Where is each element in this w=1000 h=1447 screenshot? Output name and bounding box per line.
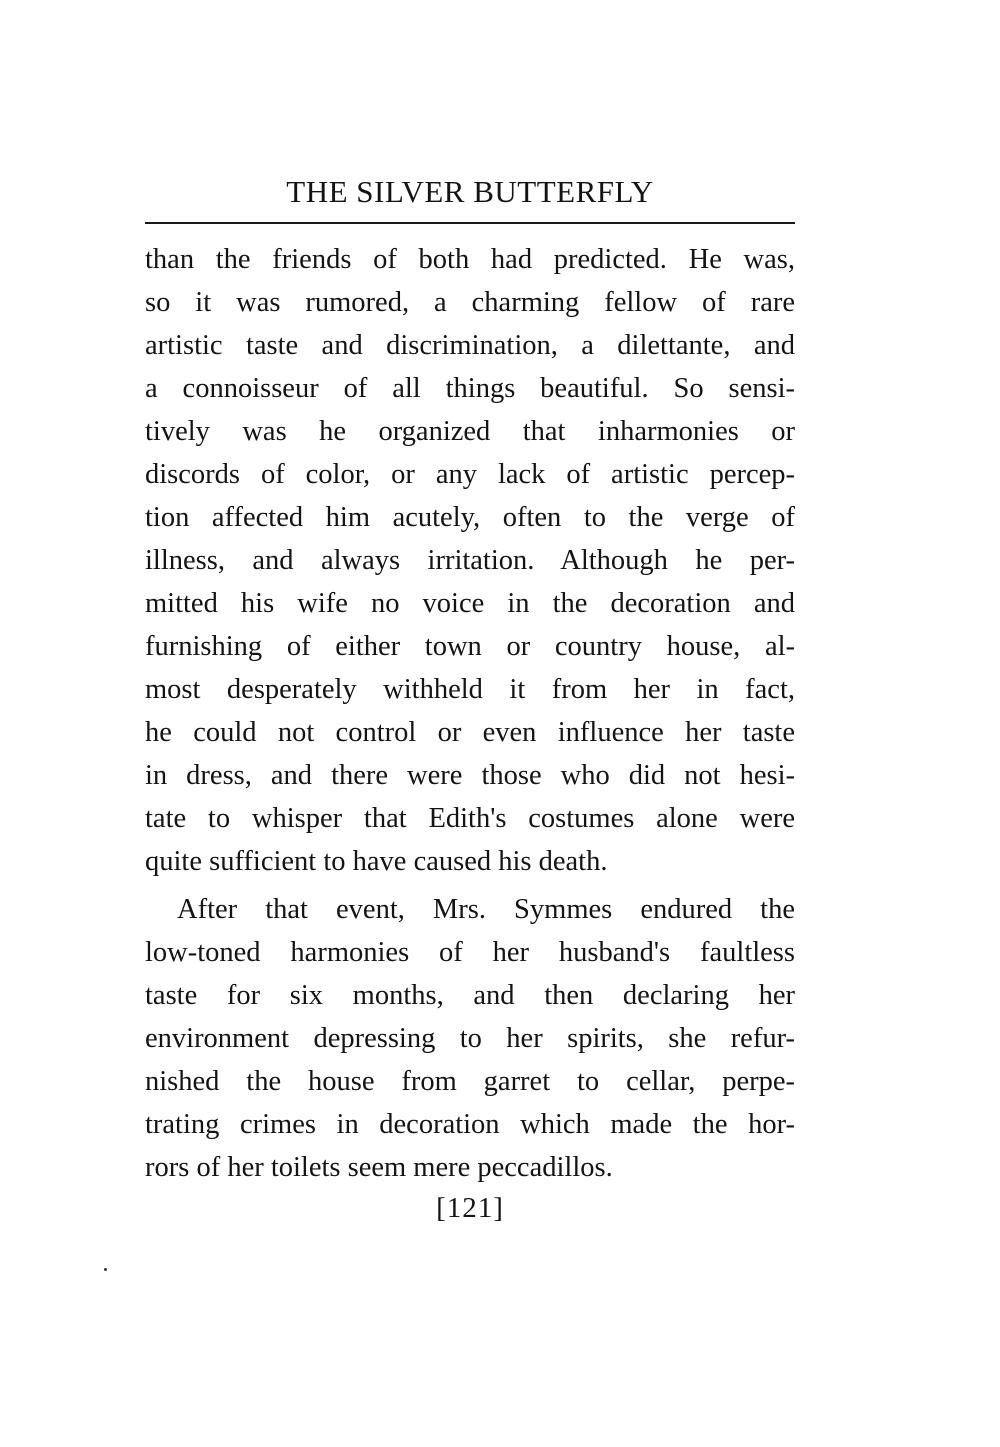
text-line: so it was rumored, a charming fellow of rare: [145, 287, 795, 318]
text-line: taste for six months, and then declaring her: [145, 980, 795, 1011]
text-line: low-toned harmonies of her husband's faultless: [145, 937, 795, 968]
text-line: mitted his wife no voice in the decoration and: [145, 588, 795, 619]
body-text: [145, 238, 795, 1189]
text-line: discords of color, or any lack of artistic percep-: [145, 459, 795, 490]
text-line: illness, and always irritation. Although he per-: [145, 545, 795, 576]
text-line: tion affected him acutely, often to the verge of: [145, 502, 795, 533]
text-line: in dress, and there were those who did not hesi-: [145, 760, 795, 791]
print-speck: [104, 1268, 107, 1271]
text-line: environment depressing to her spirits, she refur-: [145, 1023, 795, 1054]
header-rule: [145, 222, 795, 224]
text-line: nished the house from garret to cellar, perpe-: [145, 1066, 795, 1097]
text-line: a connoisseur of all things beautiful. So sensi-: [145, 373, 795, 404]
text-line: furnishing of either town or country house, al-: [145, 631, 795, 662]
text-line: he could not control or even influence her taste: [145, 717, 795, 748]
running-head: THE SILVER BUTTERFLY: [286, 174, 654, 209]
text-line: tively was he organized that inharmonies or: [145, 416, 795, 447]
text-line: rors of her toilets seem mere peccadillos.: [145, 1152, 613, 1183]
text-line: than the friends of both had predicted. He was,: [145, 244, 795, 275]
text-line: quite sufficient to have caused his death.: [145, 846, 608, 877]
page-number: [121]: [436, 1192, 504, 1224]
text-line: most desperately withheld it from her in fact,: [145, 674, 795, 705]
text-line: artistic taste and discrimination, a dilettante, and: [145, 330, 795, 361]
text-line: After that event, Mrs. Symmes endured the: [177, 894, 795, 925]
text-line: tate to whisper that Edith's costumes alone were: [145, 803, 795, 834]
text-line: trating crimes in decoration which made the hor-: [145, 1109, 795, 1140]
